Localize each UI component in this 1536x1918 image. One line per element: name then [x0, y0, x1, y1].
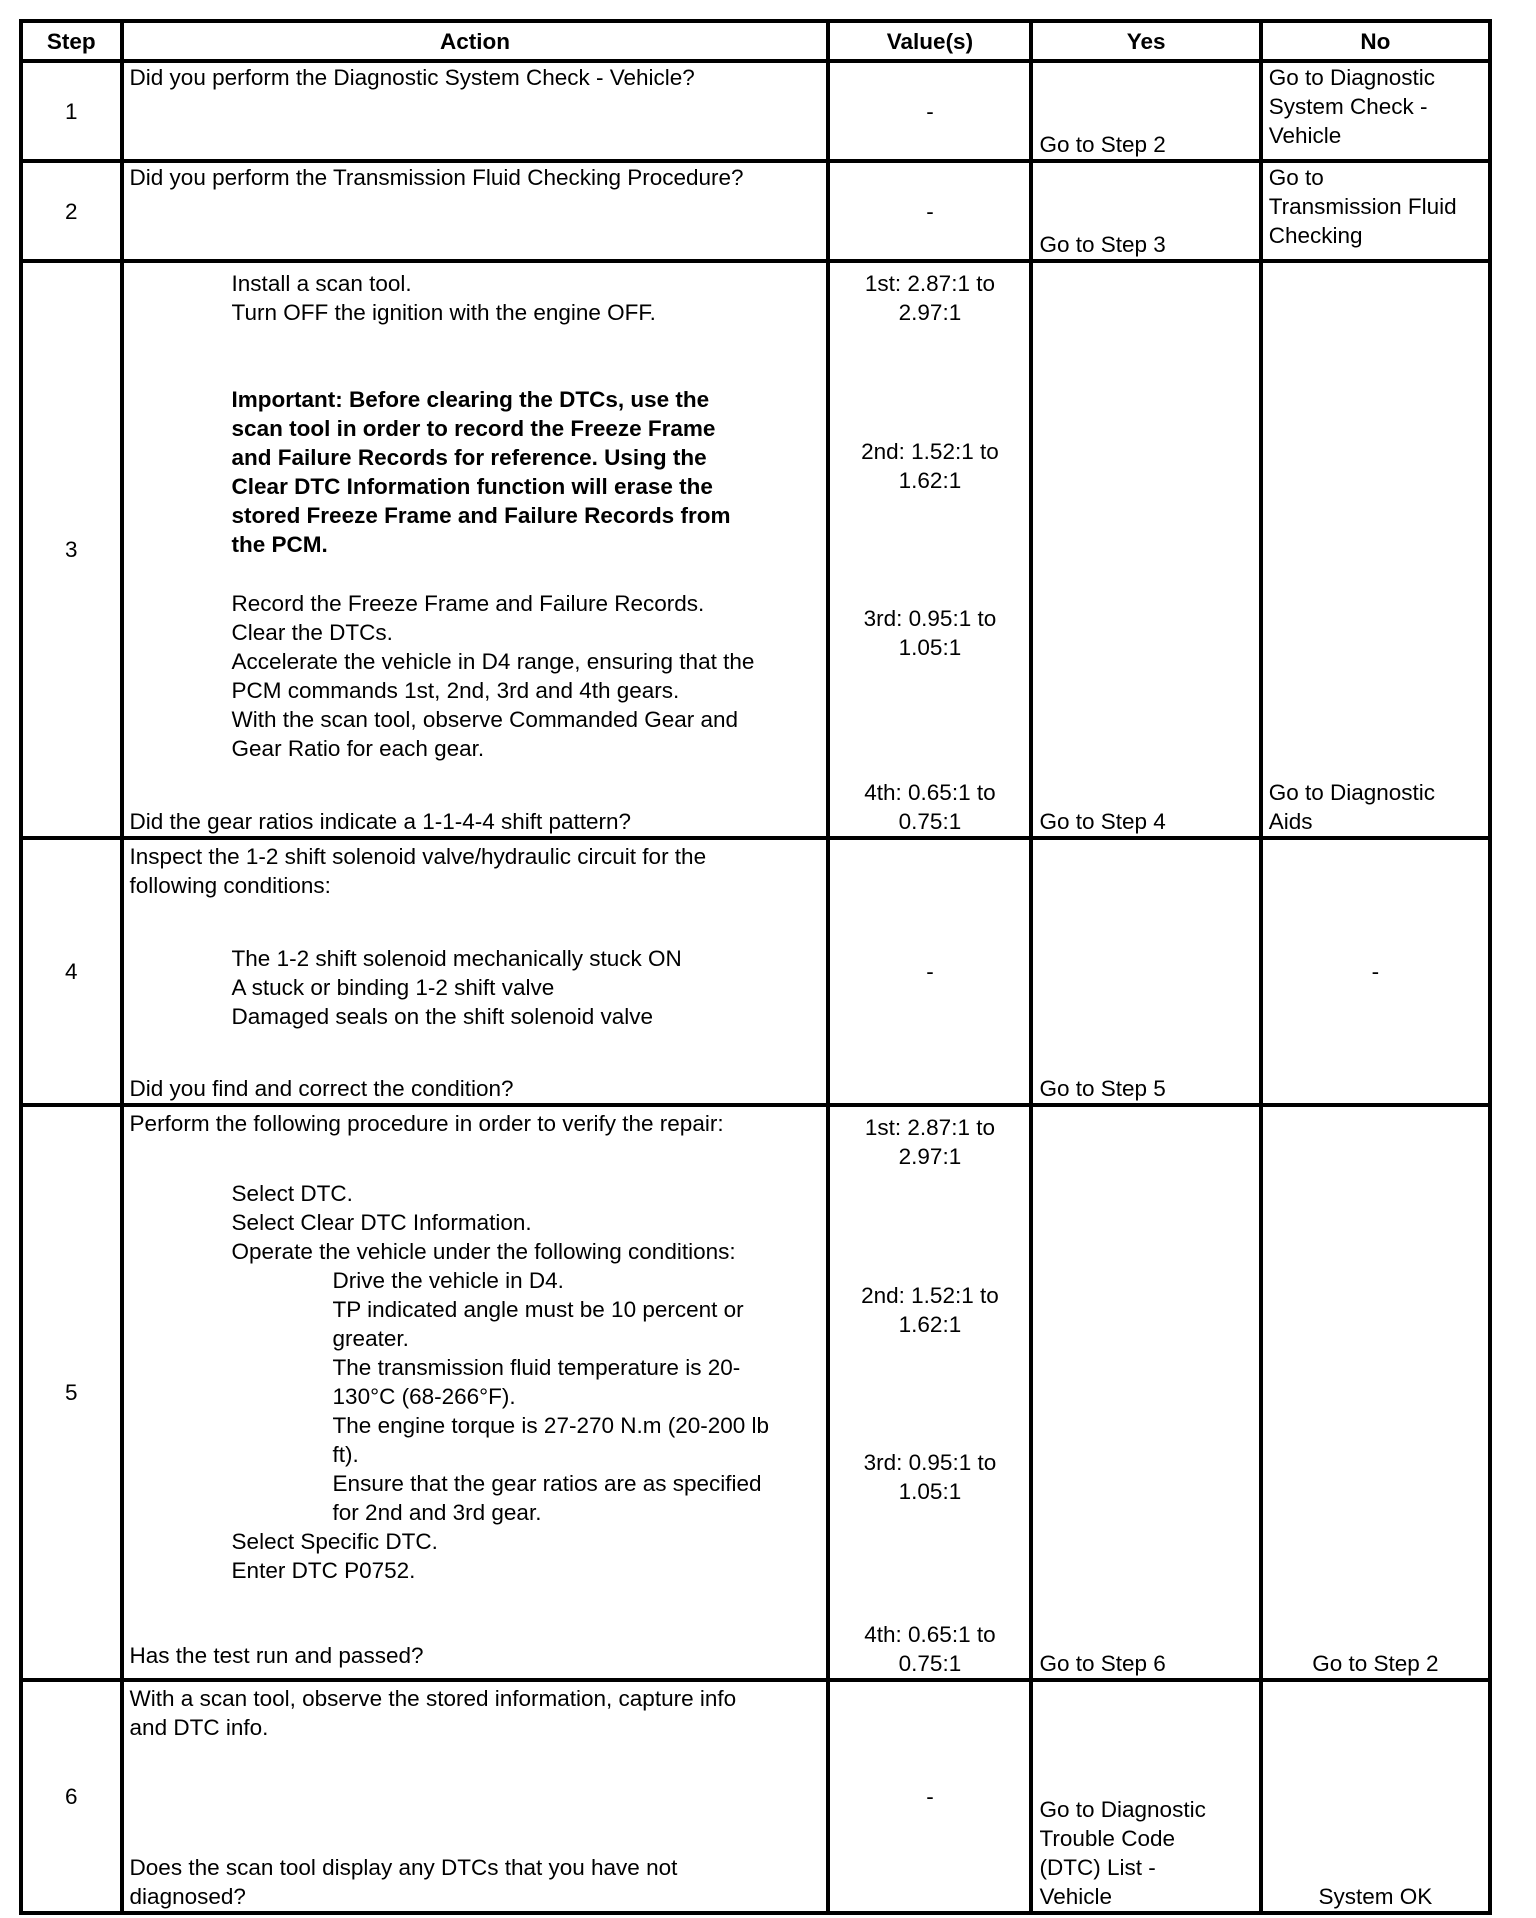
diagnostic-table — [19, 19, 1492, 1915]
table-row — [21, 1105, 1490, 1680]
no-line: Transmission Fluid — [1268, 194, 1457, 219]
header-row — [21, 21, 1490, 61]
yes-cell — [1031, 261, 1260, 838]
gear-ratio: 2nd: 1.52:1 to 1.62:1 — [861, 439, 999, 493]
note-line: and Failure Records for reference. Using the — [231, 445, 707, 470]
sub-item: ft). — [332, 1442, 359, 1467]
gear-ratio: 2nd: 1.52:1 to 1.62:1 — [861, 1283, 999, 1337]
step-number: 6 — [21, 1680, 122, 1913]
value-cell — [828, 1105, 1031, 1680]
note-line: Important: Before clearing the DTCs, use the — [231, 387, 710, 412]
important-note — [124, 385, 827, 559]
no-line: Checking — [1268, 223, 1363, 248]
value-cell: - — [828, 838, 1031, 1105]
step-item: Turn OFF the ignition with the engine OFF. — [231, 300, 656, 325]
no-line: Go to Diagnostic — [1268, 65, 1436, 90]
yes-link[interactable]: Go to Step 2 — [1039, 132, 1166, 157]
step-item: Select Clear DTC Information. — [231, 1210, 532, 1235]
question-text: Did you perform the Transmission Fluid Checking Procedure? — [129, 165, 744, 190]
step-list — [124, 589, 827, 763]
step-item: Select Specific DTC. — [231, 1529, 438, 1554]
no-link[interactable] — [1263, 163, 1488, 250]
note-line: stored Freeze Frame and Failure Records from — [231, 503, 731, 528]
no-line: Go to Diagnostic — [1268, 780, 1436, 805]
step-list — [124, 269, 827, 327]
question-text: Has the test run and passed? — [129, 1643, 424, 1668]
no-line: System Check - — [1268, 94, 1428, 119]
yes-line: Go to Diagnostic — [1039, 1797, 1206, 1822]
step-item: Record the Freeze Frame and Failure Records. — [231, 591, 705, 616]
yes-link[interactable]: Go to Step 5 — [1039, 1076, 1166, 1101]
step-number: 5 — [21, 1105, 122, 1680]
gear-ratio: 3rd: 0.95:1 to 1.05:1 — [863, 1450, 997, 1504]
no-cell — [1261, 161, 1490, 261]
action-cell — [122, 1680, 829, 1913]
condition-item: The 1-2 shift solenoid mechanically stuck ON — [231, 946, 682, 971]
table-row — [21, 838, 1490, 1105]
condition-list — [124, 944, 827, 1031]
step-number: 1 — [21, 61, 122, 161]
gear-ratio: 3rd: 0.95:1 to 1.05:1 — [863, 606, 997, 660]
sub-item: Drive the vehicle in D4. — [332, 1268, 564, 1293]
step-item: Gear Ratio for each gear. — [231, 736, 485, 761]
intro-text: With a scan tool, observe the stored information, capture info and DTC info. — [129, 1686, 737, 1740]
yes-cell — [1031, 61, 1260, 161]
no-link[interactable]: System OK — [1318, 1884, 1433, 1909]
step-number: 3 — [21, 261, 122, 838]
question-text: Did you find and correct the condition? — [129, 1076, 514, 1101]
step-item: Operate the vehicle under the following conditions: — [231, 1239, 736, 1264]
gear-ratio: 4th: 0.65:1 to 0.75:1 — [864, 1622, 996, 1676]
no-link[interactable] — [1263, 778, 1488, 836]
note-line: scan tool in order to record the Freeze Frame — [231, 416, 716, 441]
step-item: Clear the DTCs. — [231, 620, 393, 645]
header-no: No — [1261, 21, 1490, 61]
note-line: the PCM. — [231, 532, 328, 557]
procedure-list — [124, 1179, 827, 1266]
step-item: With the scan tool, observe Commanded Gear and — [231, 707, 739, 732]
yes-line: Trouble Code — [1039, 1826, 1175, 1851]
step-item: Install a scan tool. — [231, 271, 412, 296]
sub-item: Ensure that the gear ratios are as specified — [332, 1471, 762, 1496]
value-cell: - — [828, 161, 1031, 261]
sub-item: 130°C (68-266°F). — [332, 1384, 516, 1409]
yes-line: Vehicle — [1039, 1884, 1113, 1909]
sub-item: greater. — [332, 1326, 409, 1351]
note-line: Clear DTC Information function will erase the — [231, 474, 713, 499]
procedure-list — [124, 1527, 827, 1585]
header-action: Action — [122, 21, 829, 61]
yes-cell — [1031, 838, 1260, 1105]
table-row — [21, 261, 1490, 838]
gear-ratio: 1st: 2.87:1 to 2.97:1 — [864, 1115, 995, 1169]
table-row — [21, 161, 1490, 261]
no-link[interactable]: Go to Step 2 — [1312, 1651, 1439, 1676]
sub-item: TP indicated angle must be 10 percent or — [332, 1297, 744, 1322]
no-line: Aids — [1268, 809, 1313, 834]
no-cell — [1261, 1105, 1490, 1680]
condition-sublist — [124, 1266, 827, 1527]
header-yes: Yes — [1031, 21, 1260, 61]
no-cell — [1261, 61, 1490, 161]
yes-link[interactable]: Go to Step 3 — [1039, 232, 1166, 257]
no-link[interactable] — [1263, 63, 1488, 150]
table-row — [21, 61, 1490, 161]
step-item: Select DTC. — [231, 1181, 353, 1206]
step-item: PCM commands 1st, 2nd, 3rd and 4th gears. — [231, 678, 680, 703]
question-text: Does the scan tool display any DTCs that you have not diagnosed? — [129, 1855, 678, 1909]
step-item: Enter DTC P0752. — [231, 1558, 416, 1583]
yes-link[interactable] — [1033, 1795, 1258, 1911]
yes-cell — [1031, 1680, 1260, 1913]
action-cell — [122, 61, 829, 161]
condition-item: Damaged seals on the shift solenoid valve — [231, 1004, 654, 1029]
yes-link[interactable]: Go to Step 6 — [1039, 1651, 1166, 1676]
step-item: Accelerate the vehicle in D4 range, ensuring that the — [231, 649, 755, 674]
yes-cell — [1031, 161, 1260, 261]
yes-cell — [1031, 1105, 1260, 1680]
question-text: Did you perform the Diagnostic System Check - Vehicle? — [129, 65, 695, 90]
step-number: 4 — [21, 838, 122, 1105]
action-cell — [122, 838, 829, 1105]
sub-item: for 2nd and 3rd gear. — [332, 1500, 542, 1525]
condition-item: A stuck or binding 1-2 shift valve — [231, 975, 555, 1000]
yes-link[interactable]: Go to Step 4 — [1039, 809, 1166, 834]
no-cell: - — [1261, 838, 1490, 1105]
no-line: Vehicle — [1268, 123, 1342, 148]
table-row — [21, 1680, 1490, 1913]
no-line: Go to — [1268, 165, 1324, 190]
question-text: Did the gear ratios indicate a 1-1-4-4 shift pattern? — [129, 809, 632, 834]
header-step: Step — [21, 21, 122, 61]
step-number: 2 — [21, 161, 122, 261]
no-cell — [1261, 1680, 1490, 1913]
header-values: Value(s) — [828, 21, 1031, 61]
value-cell: - — [828, 61, 1031, 161]
intro-text: Inspect the 1-2 shift solenoid valve/hydraulic circuit for the following conditions: — [129, 844, 707, 898]
action-cell — [122, 161, 829, 261]
value-cell: - — [828, 1680, 1031, 1913]
sub-item: The engine torque is 27-270 N.m (20-200 lb — [332, 1413, 770, 1438]
value-cell — [828, 261, 1031, 838]
yes-line: (DTC) List - — [1039, 1855, 1156, 1880]
no-cell — [1261, 261, 1490, 838]
gear-ratio: 4th: 0.65:1 to 0.75:1 — [864, 780, 996, 834]
intro-text: Perform the following procedure in order to verify the repair: — [129, 1111, 724, 1136]
sub-item: The transmission fluid temperature is 20- — [332, 1355, 741, 1380]
action-cell — [122, 261, 829, 838]
action-cell — [122, 1105, 829, 1680]
gear-ratio: 1st: 2.87:1 to 2.97:1 — [864, 271, 995, 325]
